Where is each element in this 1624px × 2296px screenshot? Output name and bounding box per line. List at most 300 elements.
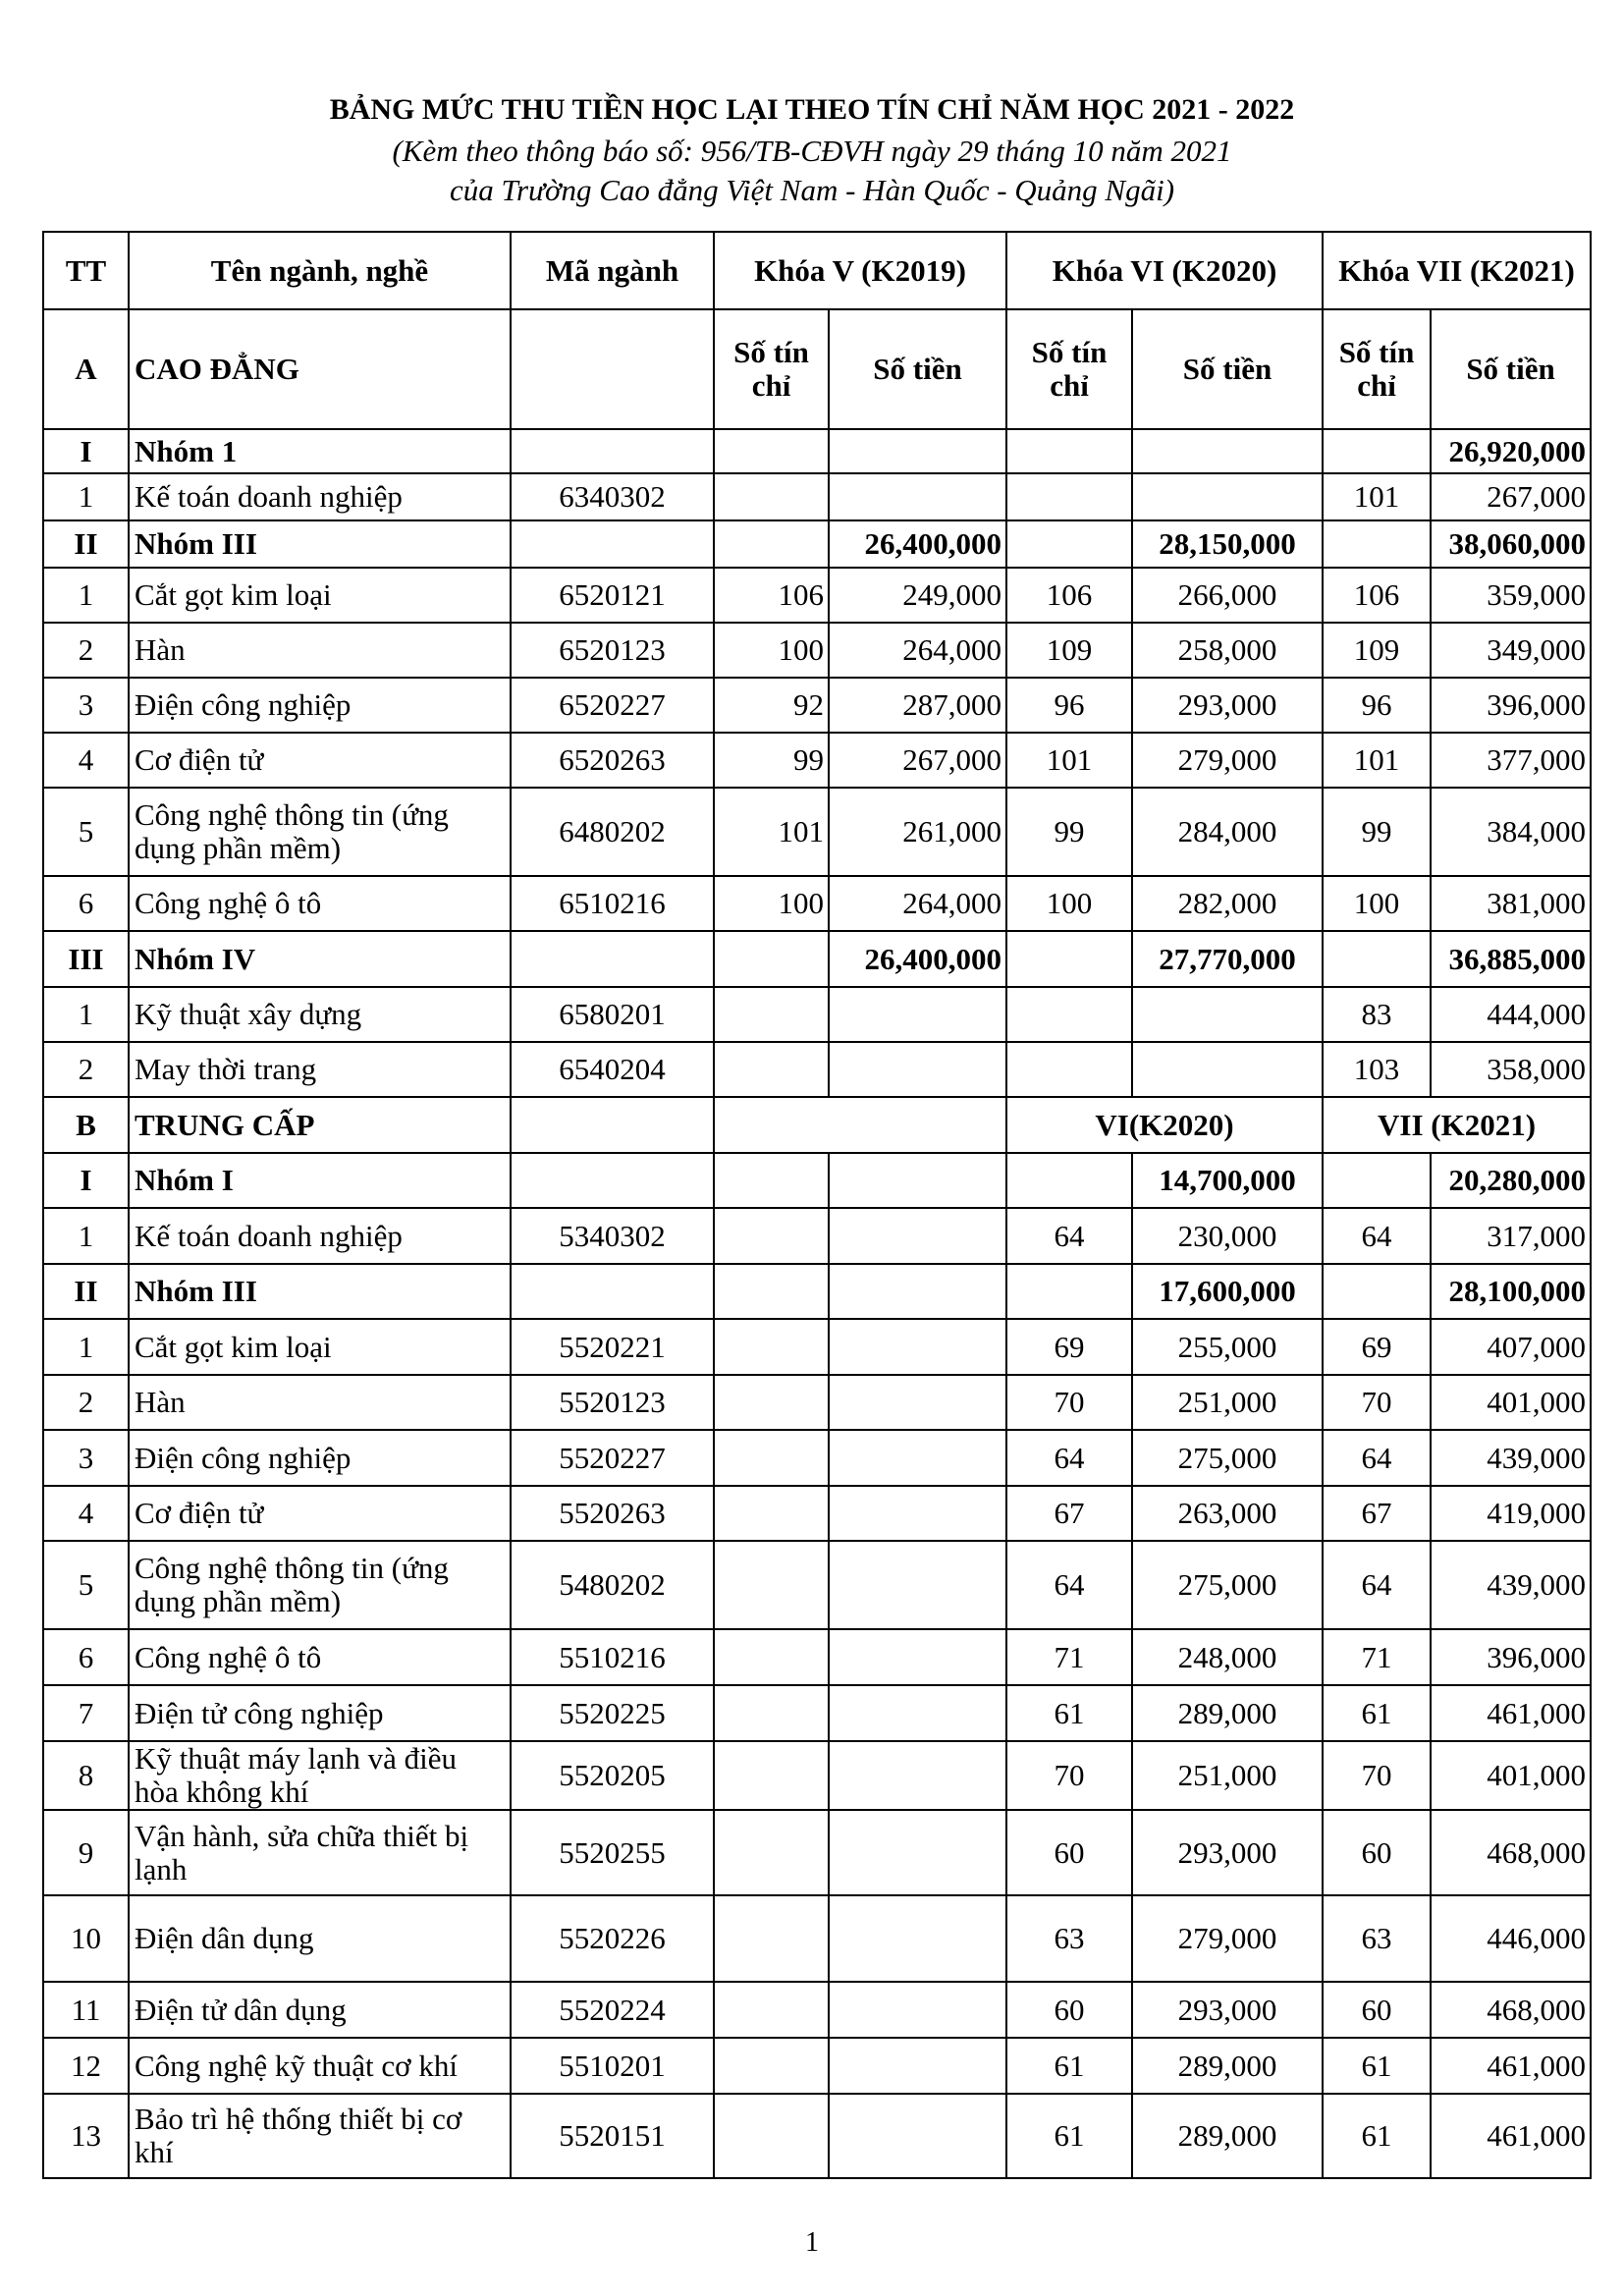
cell-c7: 67 bbox=[1323, 1486, 1431, 1541]
cell-c7 bbox=[1323, 1153, 1431, 1208]
cell-code bbox=[511, 429, 714, 473]
cell-a5 bbox=[829, 987, 1006, 1042]
cell-tt: 9 bbox=[43, 1810, 129, 1895]
cell-c5 bbox=[714, 1430, 829, 1486]
cell-tt: 2 bbox=[43, 1042, 129, 1097]
table-row bbox=[43, 1895, 1591, 1982]
cell-code: 5520151 bbox=[511, 2094, 714, 2178]
subheader-amount-vii: Số tiền bbox=[1431, 309, 1591, 429]
cell-c5: 100 bbox=[714, 876, 829, 931]
cell-name: Cơ điện tử bbox=[129, 1486, 511, 1541]
header-code: Mã ngành bbox=[511, 232, 714, 309]
cell-c6: 61 bbox=[1006, 2038, 1132, 2094]
cell-code: 6540204 bbox=[511, 1042, 714, 1097]
cell-code: 5520224 bbox=[511, 1982, 714, 2038]
cell-code: 5520123 bbox=[511, 1375, 714, 1430]
cell-a5 bbox=[829, 1541, 1006, 1629]
cell-c5 bbox=[714, 1319, 829, 1375]
section-a-code bbox=[511, 309, 714, 429]
group-row bbox=[43, 520, 1591, 568]
group-row bbox=[43, 1264, 1591, 1319]
cell-name: Điện công nghiệp bbox=[129, 1430, 511, 1486]
cell-a6 bbox=[1132, 429, 1323, 473]
cell-a6: 275,000 bbox=[1132, 1541, 1323, 1629]
cell-a7: 401,000 bbox=[1431, 1375, 1591, 1430]
cell-c6: 99 bbox=[1006, 788, 1132, 876]
cell-c5 bbox=[714, 1264, 829, 1319]
cell-name: Nhóm 1 bbox=[129, 429, 511, 473]
cell-a5 bbox=[829, 473, 1006, 520]
table-row bbox=[43, 2094, 1591, 2178]
table-row bbox=[43, 1208, 1591, 1264]
cell-a5 bbox=[829, 1895, 1006, 1982]
cell-name: Công nghệ thông tin (ứng dụng phần mềm) bbox=[129, 1541, 511, 1629]
cell-c5 bbox=[714, 520, 829, 568]
cell-a5 bbox=[829, 1153, 1006, 1208]
cell-c7: 64 bbox=[1323, 1208, 1431, 1264]
cell-a7: 26,920,000 bbox=[1431, 429, 1591, 473]
section-b-khoa-vii: VII (K2021) bbox=[1323, 1097, 1591, 1153]
cell-a6: 248,000 bbox=[1132, 1629, 1323, 1685]
subheader-amount-vi: Số tiền bbox=[1132, 309, 1323, 429]
cell-code: 5520227 bbox=[511, 1430, 714, 1486]
cell-name: Hàn bbox=[129, 1375, 511, 1430]
table-row bbox=[43, 987, 1591, 1042]
cell-name: Kế toán doanh nghiệp bbox=[129, 473, 511, 520]
cell-a5 bbox=[829, 1375, 1006, 1430]
cell-c7: 64 bbox=[1323, 1541, 1431, 1629]
cell-a6: 289,000 bbox=[1132, 2094, 1323, 2178]
cell-c6 bbox=[1006, 931, 1132, 987]
cell-c5: 106 bbox=[714, 568, 829, 623]
cell-c5 bbox=[714, 1810, 829, 1895]
cell-c6 bbox=[1006, 987, 1132, 1042]
cell-c5: 101 bbox=[714, 788, 829, 876]
cell-tt: II bbox=[43, 1264, 129, 1319]
cell-c6: 69 bbox=[1006, 1319, 1132, 1375]
cell-a7: 396,000 bbox=[1431, 1629, 1591, 1685]
section-b-tt: B bbox=[43, 1097, 129, 1153]
cell-code: 5520221 bbox=[511, 1319, 714, 1375]
cell-tt: II bbox=[43, 520, 129, 568]
cell-name: Nhóm III bbox=[129, 1264, 511, 1319]
cell-c6: 61 bbox=[1006, 1685, 1132, 1741]
cell-tt: 6 bbox=[43, 876, 129, 931]
cell-tt: 1 bbox=[43, 568, 129, 623]
fee-table bbox=[42, 231, 1592, 2179]
table-row bbox=[43, 1982, 1591, 2038]
header-khoa-vii: Khóa VII (K2021) bbox=[1323, 232, 1591, 309]
header-tt: TT bbox=[43, 232, 129, 309]
cell-a5 bbox=[829, 1810, 1006, 1895]
cell-a7: 20,280,000 bbox=[1431, 1153, 1591, 1208]
cell-c5: 92 bbox=[714, 678, 829, 733]
cell-tt: 3 bbox=[43, 678, 129, 733]
cell-name: Điện tử dân dụng bbox=[129, 1982, 511, 2038]
header-khoa-v: Khóa V (K2019) bbox=[714, 232, 1006, 309]
table-row bbox=[43, 678, 1591, 733]
cell-name: Vận hành, sửa chữa thiết bị lạnh bbox=[129, 1810, 511, 1895]
cell-c6: 101 bbox=[1006, 733, 1132, 788]
cell-tt: 2 bbox=[43, 623, 129, 678]
cell-code: 6520227 bbox=[511, 678, 714, 733]
cell-tt: III bbox=[43, 931, 129, 987]
cell-a5 bbox=[829, 1629, 1006, 1685]
table-row bbox=[43, 473, 1591, 520]
cell-tt: 1 bbox=[43, 1319, 129, 1375]
cell-name: Điện công nghiệp bbox=[129, 678, 511, 733]
cell-c5 bbox=[714, 1208, 829, 1264]
cell-c6: 60 bbox=[1006, 1982, 1132, 2038]
cell-name: Kế toán doanh nghiệp bbox=[129, 1208, 511, 1264]
document-title: BẢNG MỨC THU TIỀN HỌC LẠI THEO TÍN CHỈ NĂM HỌC 2021 - 2022 bbox=[329, 93, 1295, 126]
cell-c5 bbox=[714, 1541, 829, 1629]
cell-c6: 71 bbox=[1006, 1629, 1132, 1685]
header-row bbox=[43, 232, 1591, 309]
cell-name: Hàn bbox=[129, 623, 511, 678]
subheader-credits-vii: Số tín chỉ bbox=[1323, 309, 1431, 429]
document-subtitle-line2: của Trường Cao đẳng Việt Nam - Hàn Quốc - Quảng Ngãi) bbox=[449, 173, 1175, 207]
cell-code bbox=[511, 931, 714, 987]
cell-name: Kỹ thuật máy lạnh và điều hòa không khí bbox=[129, 1741, 511, 1810]
cell-c6 bbox=[1006, 473, 1132, 520]
cell-c6: 96 bbox=[1006, 678, 1132, 733]
cell-c7: 60 bbox=[1323, 1810, 1431, 1895]
cell-a7: 36,885,000 bbox=[1431, 931, 1591, 987]
cell-c6: 106 bbox=[1006, 568, 1132, 623]
cell-a6: 27,770,000 bbox=[1132, 931, 1323, 987]
cell-tt: 1 bbox=[43, 987, 129, 1042]
section-a-row bbox=[43, 309, 1591, 429]
cell-c7: 101 bbox=[1323, 473, 1431, 520]
cell-name: Cắt gọt kim loại bbox=[129, 568, 511, 623]
cell-code: 6580201 bbox=[511, 987, 714, 1042]
cell-name: Nhóm IV bbox=[129, 931, 511, 987]
cell-c7 bbox=[1323, 520, 1431, 568]
cell-tt: 1 bbox=[43, 1208, 129, 1264]
section-b-empty-v bbox=[714, 1097, 1006, 1153]
section-a-name: CAO ĐẲNG bbox=[129, 309, 511, 429]
cell-c7: 101 bbox=[1323, 733, 1431, 788]
cell-a6: 289,000 bbox=[1132, 1685, 1323, 1741]
cell-c7: 96 bbox=[1323, 678, 1431, 733]
cell-a7: 38,060,000 bbox=[1431, 520, 1591, 568]
cell-a6: 258,000 bbox=[1132, 623, 1323, 678]
document-subtitle-line1: (Kèm theo thông báo số: 956/TB-CĐVH ngày 29 tháng 10 năm 2021 bbox=[392, 134, 1232, 168]
cell-name: Kỹ thuật xây dựng bbox=[129, 987, 511, 1042]
cell-a5 bbox=[829, 1741, 1006, 1810]
cell-c5 bbox=[714, 473, 829, 520]
cell-a7: 349,000 bbox=[1431, 623, 1591, 678]
cell-c5 bbox=[714, 1895, 829, 1982]
cell-name: May thời trang bbox=[129, 1042, 511, 1097]
cell-c6: 100 bbox=[1006, 876, 1132, 931]
cell-c5 bbox=[714, 1685, 829, 1741]
cell-code: 5520225 bbox=[511, 1685, 714, 1741]
cell-c6 bbox=[1006, 520, 1132, 568]
cell-a7: 377,000 bbox=[1431, 733, 1591, 788]
cell-code: 6340302 bbox=[511, 473, 714, 520]
cell-a5 bbox=[829, 2094, 1006, 2178]
cell-c6: 67 bbox=[1006, 1486, 1132, 1541]
table-row bbox=[43, 733, 1591, 788]
cell-name: Điện dân dụng bbox=[129, 1895, 511, 1982]
cell-c7: 61 bbox=[1323, 1685, 1431, 1741]
cell-c5 bbox=[714, 1741, 829, 1810]
cell-tt: 3 bbox=[43, 1430, 129, 1486]
cell-a5 bbox=[829, 1430, 1006, 1486]
cell-c7: 64 bbox=[1323, 1430, 1431, 1486]
cell-a5: 261,000 bbox=[829, 788, 1006, 876]
cell-a6: 293,000 bbox=[1132, 678, 1323, 733]
header-name: Tên ngành, nghề bbox=[129, 232, 511, 309]
cell-name: Công nghệ kỹ thuật cơ khí bbox=[129, 2038, 511, 2094]
cell-a7: 419,000 bbox=[1431, 1486, 1591, 1541]
cell-code: 6520263 bbox=[511, 733, 714, 788]
cell-c5 bbox=[714, 1042, 829, 1097]
cell-name: Cắt gọt kim loại bbox=[129, 1319, 511, 1375]
cell-a5: 287,000 bbox=[829, 678, 1006, 733]
table-row bbox=[43, 1319, 1591, 1375]
cell-c6 bbox=[1006, 429, 1132, 473]
cell-a6: 17,600,000 bbox=[1132, 1264, 1323, 1319]
cell-code: 5520255 bbox=[511, 1810, 714, 1895]
cell-name: Cơ điện tử bbox=[129, 733, 511, 788]
cell-a7: 446,000 bbox=[1431, 1895, 1591, 1982]
cell-a5 bbox=[829, 2038, 1006, 2094]
cell-tt: I bbox=[43, 429, 129, 473]
section-a-tt: A bbox=[43, 309, 129, 429]
cell-a5: 26,400,000 bbox=[829, 931, 1006, 987]
cell-c7 bbox=[1323, 931, 1431, 987]
cell-a7: 317,000 bbox=[1431, 1208, 1591, 1264]
table-row bbox=[43, 876, 1591, 931]
cell-tt: 12 bbox=[43, 2038, 129, 2094]
cell-tt: 4 bbox=[43, 733, 129, 788]
cell-tt: 10 bbox=[43, 1895, 129, 1982]
cell-name: Công nghệ thông tin (ứng dụng phần mềm) bbox=[129, 788, 511, 876]
cell-a6 bbox=[1132, 473, 1323, 520]
cell-c5 bbox=[714, 2094, 829, 2178]
cell-a6: 282,000 bbox=[1132, 876, 1323, 931]
cell-name: Bảo trì hệ thống thiết bị cơ khí bbox=[129, 2094, 511, 2178]
cell-c6: 64 bbox=[1006, 1430, 1132, 1486]
cell-a7: 396,000 bbox=[1431, 678, 1591, 733]
cell-c7: 61 bbox=[1323, 2038, 1431, 2094]
cell-a7: 401,000 bbox=[1431, 1741, 1591, 1810]
cell-a6: 293,000 bbox=[1132, 1982, 1323, 2038]
cell-code: 6520123 bbox=[511, 623, 714, 678]
cell-c5 bbox=[714, 429, 829, 473]
table-row bbox=[43, 1486, 1591, 1541]
table-row bbox=[43, 1375, 1591, 1430]
cell-tt: 2 bbox=[43, 1375, 129, 1430]
cell-c7: 103 bbox=[1323, 1042, 1431, 1097]
cell-a5: 249,000 bbox=[829, 568, 1006, 623]
cell-a7: 28,100,000 bbox=[1431, 1264, 1591, 1319]
table-row bbox=[43, 623, 1591, 678]
cell-tt: 5 bbox=[43, 1541, 129, 1629]
cell-a6: 279,000 bbox=[1132, 1895, 1323, 1982]
cell-c7: 61 bbox=[1323, 2094, 1431, 2178]
cell-a7: 359,000 bbox=[1431, 568, 1591, 623]
subheader-credits-vi: Số tín chỉ bbox=[1006, 309, 1132, 429]
cell-c6 bbox=[1006, 1042, 1132, 1097]
cell-a7: 468,000 bbox=[1431, 1982, 1591, 2038]
cell-tt: 8 bbox=[43, 1741, 129, 1810]
cell-code: 5340302 bbox=[511, 1208, 714, 1264]
table-row bbox=[43, 1685, 1591, 1741]
section-b-khoa-vi: VI(K2020) bbox=[1006, 1097, 1323, 1153]
section-b-row bbox=[43, 1097, 1591, 1153]
cell-code bbox=[511, 1264, 714, 1319]
cell-code bbox=[511, 1153, 714, 1208]
cell-tt: 6 bbox=[43, 1629, 129, 1685]
section-b-name: TRUNG CẤP bbox=[129, 1097, 511, 1153]
cell-c7: 109 bbox=[1323, 623, 1431, 678]
cell-code: 6520121 bbox=[511, 568, 714, 623]
subheader-credits-v: Số tín chỉ bbox=[714, 309, 829, 429]
cell-a7: 407,000 bbox=[1431, 1319, 1591, 1375]
page-number: 1 bbox=[805, 2227, 819, 2258]
cell-a5: 264,000 bbox=[829, 876, 1006, 931]
cell-a6: 284,000 bbox=[1132, 788, 1323, 876]
table-row bbox=[43, 1629, 1591, 1685]
cell-a6: 289,000 bbox=[1132, 2038, 1323, 2094]
cell-c5 bbox=[714, 2038, 829, 2094]
cell-c7: 100 bbox=[1323, 876, 1431, 931]
cell-c7: 106 bbox=[1323, 568, 1431, 623]
cell-name: Điện tử công nghiệp bbox=[129, 1685, 511, 1741]
cell-c7: 70 bbox=[1323, 1741, 1431, 1810]
cell-c5 bbox=[714, 1982, 829, 2038]
cell-c6: 63 bbox=[1006, 1895, 1132, 1982]
cell-tt: 7 bbox=[43, 1685, 129, 1741]
table-row bbox=[43, 1042, 1591, 1097]
cell-c5 bbox=[714, 1486, 829, 1541]
cell-c7: 60 bbox=[1323, 1982, 1431, 2038]
cell-a6: 293,000 bbox=[1132, 1810, 1323, 1895]
cell-code: 5520263 bbox=[511, 1486, 714, 1541]
cell-c6: 70 bbox=[1006, 1375, 1132, 1430]
cell-code bbox=[511, 520, 714, 568]
cell-c7: 83 bbox=[1323, 987, 1431, 1042]
cell-code: 5520226 bbox=[511, 1895, 714, 1982]
group-row bbox=[43, 1153, 1591, 1208]
cell-c7: 63 bbox=[1323, 1895, 1431, 1982]
cell-a7: 444,000 bbox=[1431, 987, 1591, 1042]
cell-a5 bbox=[829, 1208, 1006, 1264]
cell-a7: 439,000 bbox=[1431, 1541, 1591, 1629]
cell-a5: 26,400,000 bbox=[829, 520, 1006, 568]
cell-name: Công nghệ ô tô bbox=[129, 876, 511, 931]
cell-c7 bbox=[1323, 1264, 1431, 1319]
cell-a7: 384,000 bbox=[1431, 788, 1591, 876]
table-row bbox=[43, 568, 1591, 623]
cell-a5: 264,000 bbox=[829, 623, 1006, 678]
cell-a7: 461,000 bbox=[1431, 2094, 1591, 2178]
cell-code: 6510216 bbox=[511, 876, 714, 931]
cell-code: 5510216 bbox=[511, 1629, 714, 1685]
cell-tt: 5 bbox=[43, 788, 129, 876]
cell-name: Công nghệ ô tô bbox=[129, 1629, 511, 1685]
table-row bbox=[43, 1430, 1591, 1486]
table-row bbox=[43, 1810, 1591, 1895]
cell-c5 bbox=[714, 931, 829, 987]
cell-c5: 99 bbox=[714, 733, 829, 788]
cell-c6 bbox=[1006, 1264, 1132, 1319]
cell-c7: 71 bbox=[1323, 1629, 1431, 1685]
cell-c7: 99 bbox=[1323, 788, 1431, 876]
cell-c6: 64 bbox=[1006, 1541, 1132, 1629]
cell-c6: 60 bbox=[1006, 1810, 1132, 1895]
cell-c5 bbox=[714, 1153, 829, 1208]
cell-a6: 266,000 bbox=[1132, 568, 1323, 623]
cell-a5 bbox=[829, 429, 1006, 473]
cell-a5 bbox=[829, 1486, 1006, 1541]
subheader-amount-v: Số tiền bbox=[829, 309, 1006, 429]
cell-c5: 100 bbox=[714, 623, 829, 678]
cell-tt: 1 bbox=[43, 473, 129, 520]
cell-code: 5520205 bbox=[511, 1741, 714, 1810]
cell-code: 5480202 bbox=[511, 1541, 714, 1629]
cell-c6: 109 bbox=[1006, 623, 1132, 678]
cell-a6: 251,000 bbox=[1132, 1741, 1323, 1810]
cell-a7: 461,000 bbox=[1431, 1685, 1591, 1741]
group-row bbox=[43, 931, 1591, 987]
table-row bbox=[43, 1541, 1591, 1629]
cell-a7: 358,000 bbox=[1431, 1042, 1591, 1097]
cell-a5 bbox=[829, 1042, 1006, 1097]
cell-c5 bbox=[714, 1629, 829, 1685]
cell-c7: 69 bbox=[1323, 1319, 1431, 1375]
cell-a7: 439,000 bbox=[1431, 1430, 1591, 1486]
cell-c6: 64 bbox=[1006, 1208, 1132, 1264]
cell-c5 bbox=[714, 1375, 829, 1430]
header-khoa-vi: Khóa VI (K2020) bbox=[1006, 232, 1323, 309]
cell-a6: 255,000 bbox=[1132, 1319, 1323, 1375]
cell-name: Nhóm III bbox=[129, 520, 511, 568]
cell-a5 bbox=[829, 1319, 1006, 1375]
cell-a6: 230,000 bbox=[1132, 1208, 1323, 1264]
cell-a7: 468,000 bbox=[1431, 1810, 1591, 1895]
cell-c6: 61 bbox=[1006, 2094, 1132, 2178]
cell-tt: I bbox=[43, 1153, 129, 1208]
cell-a6: 275,000 bbox=[1132, 1430, 1323, 1486]
cell-c6 bbox=[1006, 1153, 1132, 1208]
cell-tt: 4 bbox=[43, 1486, 129, 1541]
cell-a5 bbox=[829, 1982, 1006, 2038]
cell-c5 bbox=[714, 987, 829, 1042]
cell-a6: 14,700,000 bbox=[1132, 1153, 1323, 1208]
cell-a6: 28,150,000 bbox=[1132, 520, 1323, 568]
cell-a5 bbox=[829, 1264, 1006, 1319]
cell-c7: 70 bbox=[1323, 1375, 1431, 1430]
cell-name: Nhóm I bbox=[129, 1153, 511, 1208]
cell-c6: 70 bbox=[1006, 1741, 1132, 1810]
cell-a7: 381,000 bbox=[1431, 876, 1591, 931]
table-row bbox=[43, 788, 1591, 876]
section-b-code bbox=[511, 1097, 714, 1153]
cell-a6 bbox=[1132, 987, 1323, 1042]
cell-a7: 461,000 bbox=[1431, 2038, 1591, 2094]
cell-a6 bbox=[1132, 1042, 1323, 1097]
cell-a7: 267,000 bbox=[1431, 473, 1591, 520]
table-row bbox=[43, 2038, 1591, 2094]
cell-tt: 11 bbox=[43, 1982, 129, 2038]
cell-tt: 13 bbox=[43, 2094, 129, 2178]
cell-code: 5510201 bbox=[511, 2038, 714, 2094]
